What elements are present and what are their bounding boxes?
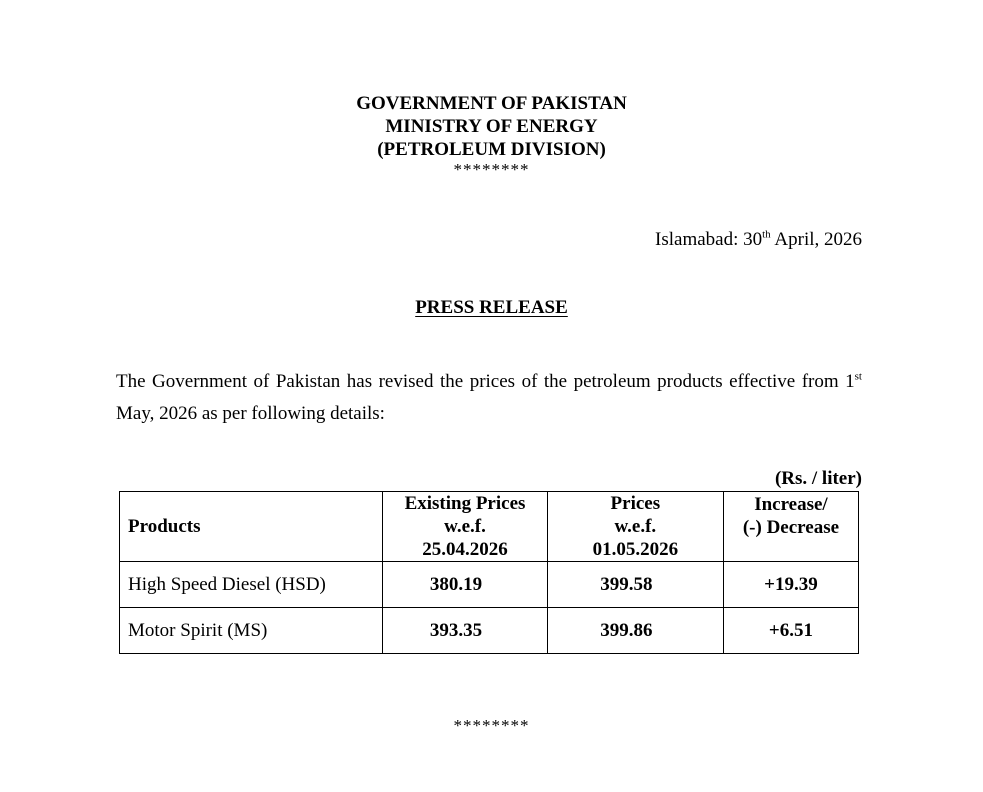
table-header-row <box>120 492 859 562</box>
dateline-month-year: April, 2026 <box>770 229 862 250</box>
header-existing-line2: w.e.f. <box>444 516 486 537</box>
table-row <box>120 608 859 654</box>
body-text-part2: May, 2026 as per following details: <box>116 403 385 424</box>
page-title: PRESS RELEASE <box>415 297 568 318</box>
dateline-place-day: Islamabad: 30 <box>655 229 763 250</box>
dateline <box>655 229 862 251</box>
header-division: (PETROLEUM DIVISION) <box>377 139 606 160</box>
header-government: GOVERNMENT OF PAKISTAN <box>356 93 627 114</box>
product-name: High Speed Diesel (HSD) <box>120 562 383 608</box>
new-price: 399.86 <box>547 608 723 654</box>
header-change-line2: (-) Decrease <box>742 517 840 538</box>
price-change: +6.51 <box>723 608 858 654</box>
header-existing-line1: Existing Prices <box>404 493 526 514</box>
header-new-line3: 01.05.2026 <box>592 539 679 560</box>
new-price: 399.58 <box>547 562 723 608</box>
price-change: +19.39 <box>723 562 858 608</box>
header-products: Products <box>120 492 383 562</box>
header-new-line1: Prices <box>610 493 661 514</box>
table-row <box>120 562 859 608</box>
header-new-line2: w.e.f. <box>614 516 657 537</box>
body-text-part1: The Government of Pakistan has revised the prices of the petroleum products effective from 1 <box>116 371 855 392</box>
header-existing-line3: 25.04.2026 <box>422 539 508 560</box>
header-change-line1: Increase/ <box>754 494 828 515</box>
header-new-prices <box>547 492 723 562</box>
header-stars: ******** <box>453 160 530 179</box>
header-change <box>723 492 858 562</box>
header-existing-prices <box>383 492 548 562</box>
body-day-suffix: st <box>854 370 862 383</box>
price-table <box>119 491 859 654</box>
existing-price: 393.35 <box>383 608 548 654</box>
footer-stars: ******** <box>453 716 530 735</box>
body-paragraph <box>116 366 862 430</box>
dateline-day-suffix: th <box>762 228 771 241</box>
product-name: Motor Spirit (MS) <box>120 608 383 654</box>
existing-price: 380.19 <box>383 562 548 608</box>
header-ministry: MINISTRY OF ENERGY <box>385 116 598 137</box>
price-unit: (Rs. / liter) <box>774 468 862 489</box>
